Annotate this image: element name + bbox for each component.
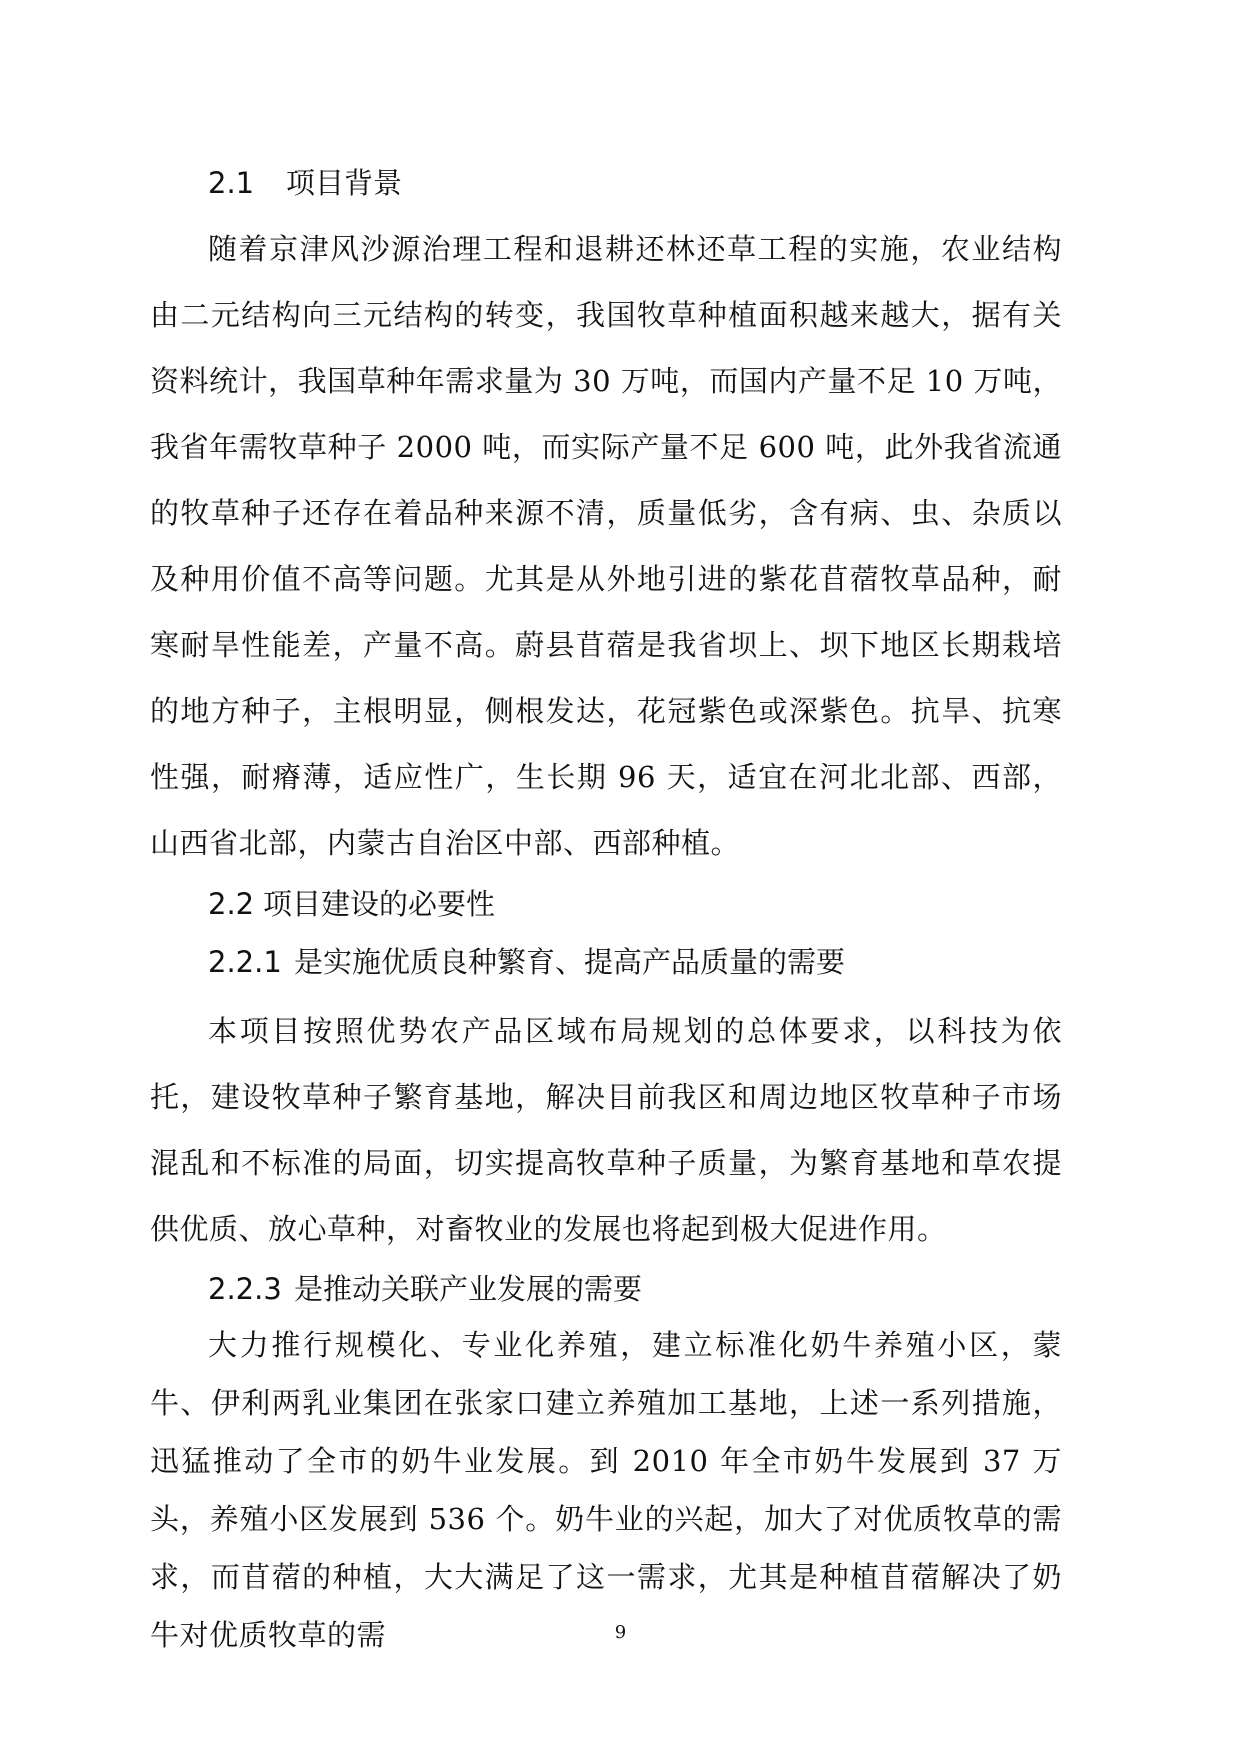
section-title: 是推动关联产业发展的需要 [294, 1272, 643, 1306]
section-number: 2.2 [208, 887, 255, 921]
section-title: 是实施优质良种繁育、提高产品质量的需要 [294, 945, 846, 979]
page-content [150, 150, 1062, 1664]
section-heading-2-2-3 [150, 1262, 1062, 1316]
section-number: 2.2.1 [208, 945, 282, 979]
section-title: 项目建设的必要性 [263, 887, 496, 921]
section-heading-2-2-1 [150, 933, 1062, 992]
section-heading-2-2 [150, 876, 1062, 933]
section-title: 项目背景 [286, 166, 403, 200]
section-number: 2.1 [208, 166, 255, 200]
paragraph-related-industry: 大力推行规模化、专业化养殖，建立标准化奶牛养殖小区，蒙牛、伊利两乳业集团在张家口建立养殖加工基地，上述一系列措施，迅猛推动了全市的奶牛业发展。到 2010 年全市奶牛发展到 37 万头，养殖小区发展到 536 个。奶牛业的兴起，加大了对优质牧草的需求，而苜蓿的种植，大大满足了这一需求，尤其是种植苜蓿解决了奶牛对优质牧草的需 [150, 1328, 1062, 1652]
page-number: 9 [614, 1622, 627, 1643]
paragraph-project-background: 随着京津风沙源治理工程和退耕还林还草工程的实施，农业结构由二元结构向三元结构的转变，我国牧草种植面积越来越大，据有关资料统计，我国草种年需求量为 30 万吨，而国内产量不足 10 万吨，我省年需牧草种子 2000 吨，而实际产量不足 600 吨，此外我省流通的牧草种子还存在着品种来源不清，质量低劣，含有病、虫、杂质以及种用价值不高等问题。尤其是从外地引进的紫花苜蓿牧草品种，耐寒耐旱性能差，产量不高。蔚县苜蓿是我省坝上、坝下地区长期栽培的地方种子，主根明显，侧根发达，花冠紫色或深紫色。抗旱、抗寒性强，耐瘠薄，适应性广，生长期 96 天，适宜在河北北部、西部，山西省北部，内蒙古自治区中部、西部种植。 [150, 232, 1062, 860]
paragraph-seed-breeding: 本项目按照优势农产品区域布局规划的总体要求，以科技为依托，建设牧草种子繁育基地，解决目前我区和周边地区牧草种子市场混乱和不标准的局面，切实提高牧草种子质量，为繁育基地和草农提供优质、放心草种，对畜牧业的发展也将起到极大促进作用。 [150, 1014, 1062, 1246]
section-heading-2-1 [150, 150, 1062, 216]
section-number: 2.2.3 [208, 1272, 282, 1306]
